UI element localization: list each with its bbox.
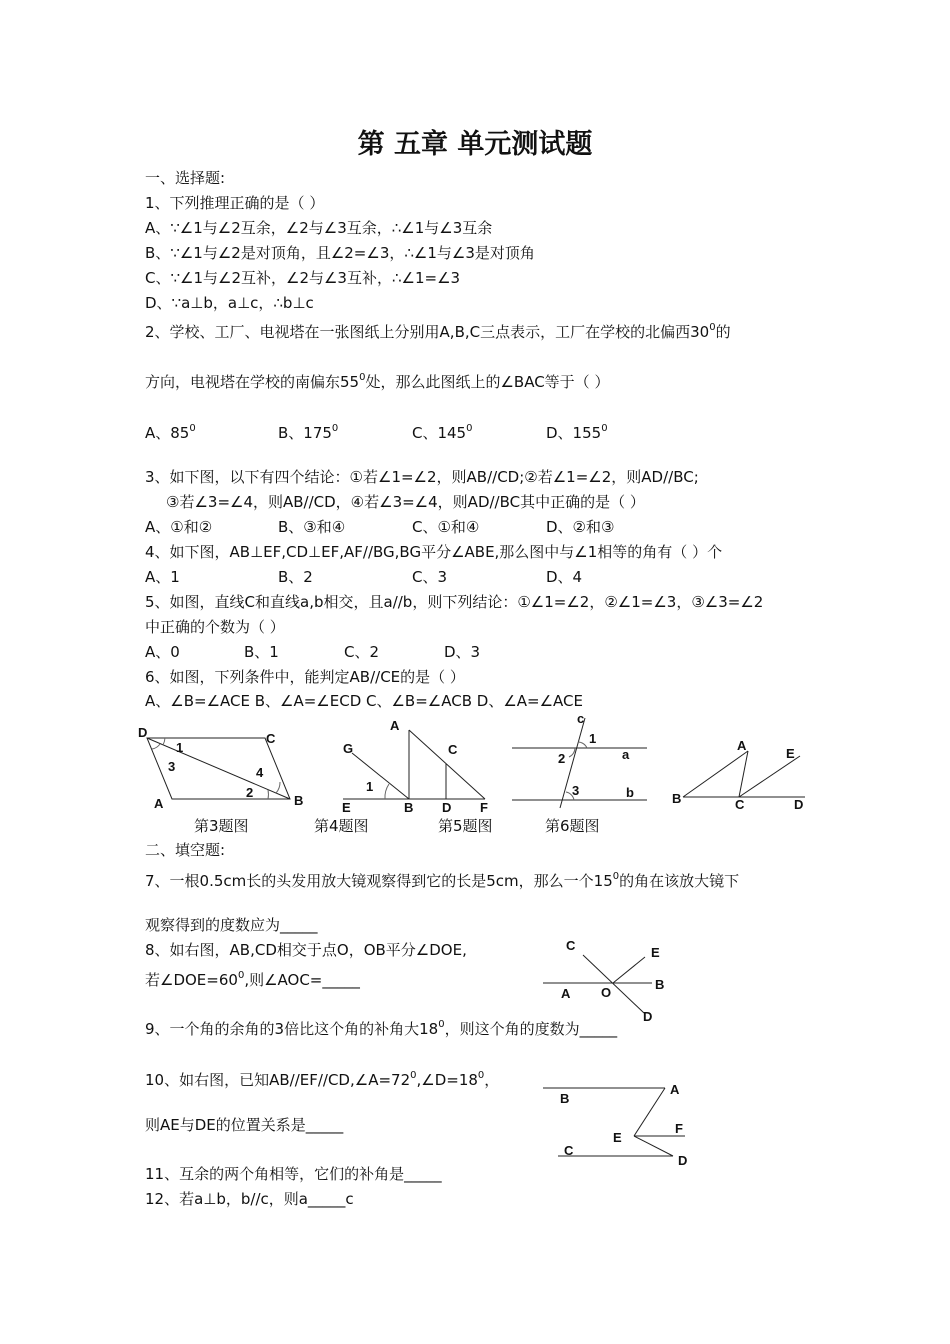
fig4-label-a: A: [390, 718, 400, 733]
q2-option-a: A、$85^0$: [145, 423, 196, 442]
q2-option-d: D、$155^0$: [546, 423, 608, 442]
fig6-label-d: D: [794, 797, 804, 812]
q1-option-b: B、∵∠1与∠2是对顶角，且∠2=∠3，∴∠1与∠3是对顶角: [145, 244, 535, 262]
fig8-label-o: O: [601, 985, 612, 1000]
fig10-label-d: D: [678, 1153, 688, 1168]
q2-stem-line1: 2、学校、工厂、电视塔在一张图纸上分别用A,B,C三点表示，工厂在学校的北偏西$30^0$的: [145, 322, 731, 341]
q3-stem-line1: 3、如下图，以下有四个结论：①若∠1=∠2，则AB//CD;②若∠1=∠2，则AD//BC;: [145, 468, 699, 486]
fig5-label-3: 3: [572, 783, 580, 798]
section-choice-heading: 一、选择题:: [145, 169, 226, 187]
q6-stem: 6、如图，下列条件中，能判定AB//CE的是（ ）: [145, 668, 465, 686]
q4-option-c: C、3: [412, 568, 448, 586]
q8-line1: 8、如右图，AB,CD相交于点O，OB平分∠DOE,: [145, 941, 467, 959]
fig8-label-d: D: [643, 1009, 653, 1024]
fig6-line-ac: [739, 751, 748, 797]
fig6-line-ba: [683, 751, 748, 797]
fig8-label-e: E: [651, 945, 660, 960]
fig4-label-e: E: [342, 800, 351, 815]
q2-option-c: C、$145^0$: [412, 423, 473, 442]
fig4-label-g: G: [343, 741, 354, 756]
q12-text: 12、若a⊥b，b//c，则a_____c: [145, 1190, 354, 1208]
fig6-label-a: A: [737, 738, 747, 753]
fig8-ray-oe: [613, 957, 645, 983]
fig4-label-c: C: [448, 742, 458, 757]
q1-option-c: C、∵∠1与∠2互补，∠2与∠3互补，∴∠1=∠3: [145, 269, 461, 287]
q5-stem-line2: 中正确的个数为（ ）: [145, 618, 285, 636]
fig6-line-ce: [739, 756, 800, 797]
q1-stem: 1、下列推理正确的是（ ）: [145, 194, 325, 212]
fig4-label-b: B: [404, 800, 414, 815]
fig3-label-a: A: [154, 796, 164, 811]
fig3-label-3: 3: [168, 759, 176, 774]
fig4-line-gb: [352, 753, 409, 799]
fig10-label-f: F: [675, 1121, 683, 1136]
fig5-label-b: b: [626, 785, 634, 800]
fig10-label-c: C: [564, 1143, 574, 1158]
q9-text: 9、一个角的余角的3倍比这个角的补角大$18^0$，则这个角的度数为_____: [145, 1019, 618, 1038]
q5-option-b: B、1: [244, 643, 279, 661]
fig8-line-cd: [583, 955, 644, 1013]
fig3-label-1: 1: [176, 740, 184, 755]
q5-option-c: C、2: [344, 643, 380, 661]
fig8-label-a: A: [561, 986, 571, 1001]
fig5-label-1: 1: [589, 731, 597, 746]
q3-option-a: A、①和②: [145, 518, 213, 536]
q6-options: A、∠B=∠ACE B、∠A=∠ECD C、∠B=∠ACB D、∠A=∠ACE: [145, 692, 583, 710]
fig4-label-d: D: [442, 800, 452, 815]
fig5-label-a: a: [622, 747, 630, 762]
q10-line2: 则AE与DE的位置关系是_____: [145, 1116, 344, 1134]
q1-option-a: A、∵∠1与∠2互余，∠2与∠3互余，∴∠1与∠3互余: [145, 219, 493, 237]
fig6-caption: 第6题图: [545, 817, 600, 835]
q10-line1: 10、如右图，已知$AB//EF//CD,\angle A=72^0,\angle D=18^0$，: [145, 1070, 500, 1089]
fig5-label-2: 2: [558, 751, 566, 766]
fig4-caption: 第4题图: [314, 817, 369, 835]
fig6-label-b: B: [672, 791, 682, 806]
q7-line2: 观察得到的度数应为_____: [145, 916, 318, 934]
q4-option-d: D、4: [546, 568, 583, 586]
q4-option-a: A、1: [145, 568, 180, 586]
q5-stem-line1: 5、如图，直线C和直线a,b相交，且a//b，则下列结论：①∠1=∠2，②∠1=∠3，③∠3=∠2: [145, 593, 764, 611]
fig6-label-e: E: [786, 746, 795, 761]
fig4-label-f: F: [480, 800, 488, 815]
q7-line1: 7、一根0.5cm长的头发用放大镜观察得到它的长是5cm，那么一个$15^0$的角在该放大镜下: [145, 871, 740, 890]
q11-text: 11、互余的两个角相等，它们的补角是_____: [145, 1165, 442, 1183]
q3-option-b: B、③和④: [278, 518, 346, 536]
fig6-label-c: C: [735, 797, 745, 812]
fig3-label-d: D: [138, 725, 148, 740]
section-fill-heading: 二、填空题:: [145, 841, 226, 859]
fig3-label-c: C: [266, 731, 276, 746]
q5-option-a: A、0: [145, 643, 180, 661]
q3-option-c: C、①和④: [412, 518, 480, 536]
fig3-label-2: 2: [246, 785, 254, 800]
q8-line2: 若$\angle DOE=60^0$,则∠AOC=_____: [145, 970, 360, 989]
fig8-label-c: C: [566, 938, 576, 953]
q4-stem: 4、如下图，AB⊥EF,CD⊥EF,AF//BG,BG平分∠ABE,那么图中与∠1相等的角有（ ）个: [145, 543, 723, 561]
fig3-label-4: 4: [256, 765, 264, 780]
q4-option-b: B、2: [278, 568, 313, 586]
fig3-label-b: B: [294, 793, 304, 808]
page-title: 第 五章 单元测试题: [357, 129, 593, 160]
fig3-caption: 第3题图: [194, 817, 249, 835]
q1-option-d: D、∵a⊥b，a⊥c，∴b⊥c: [145, 294, 314, 312]
fig10-line-ae: [634, 1088, 665, 1136]
fig10-line-ed: [634, 1136, 673, 1156]
fig10-label-b: B: [560, 1091, 570, 1106]
q3-stem-line2: ③若∠3=∠4，则AB//CD，④若∠3=∠4，则AD//BC其中正确的是（ ）: [166, 493, 645, 511]
fig5-caption: 第5题图: [438, 817, 493, 835]
fig4-line-af: [409, 730, 485, 799]
q5-option-d: D、3: [444, 643, 481, 661]
fig5-label-c: c: [577, 711, 585, 726]
fig8-label-b: B: [655, 977, 665, 992]
q3-option-d: D、②和③: [546, 518, 615, 536]
q2-option-b: B、$175^0$: [278, 423, 339, 442]
q2-stem-line2: 方向，电视塔在学校的南偏东$55^0$处，那么此图纸上的∠BAC等于（ ）: [145, 372, 610, 391]
fig10-label-a: A: [670, 1082, 680, 1097]
fig4-label-1: 1: [366, 779, 374, 794]
fig10-label-e: E: [613, 1130, 622, 1145]
